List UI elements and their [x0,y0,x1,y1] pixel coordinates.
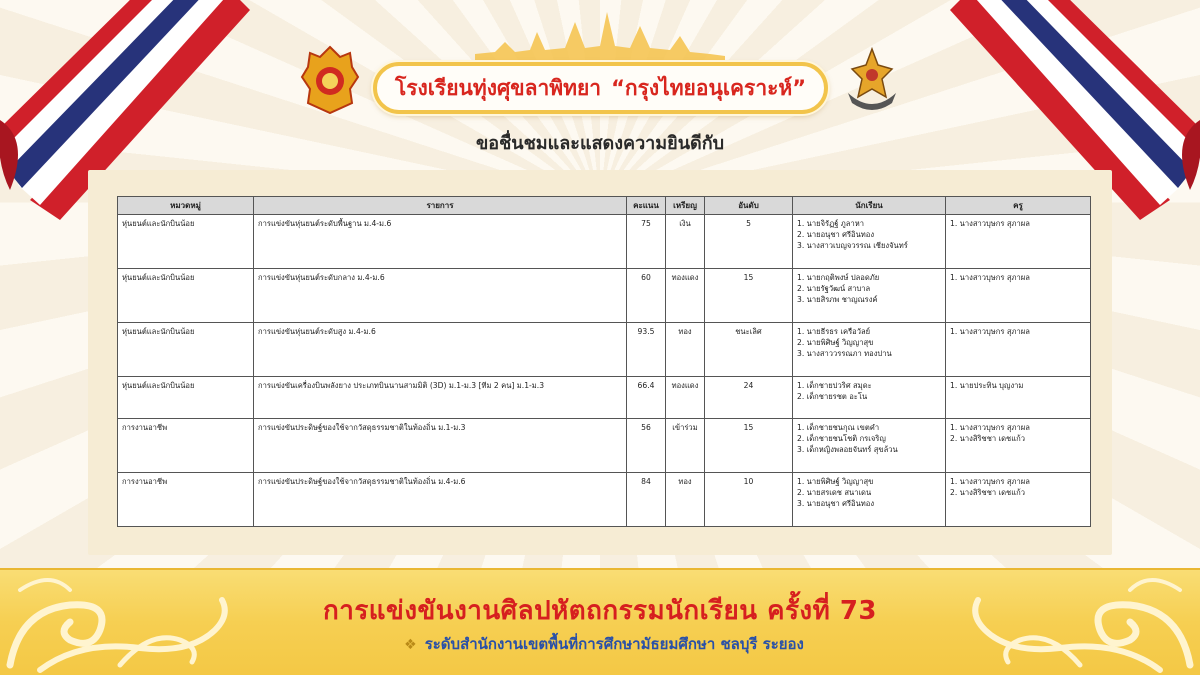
cell-score: 56 [627,419,666,473]
cell-medal: เข้าร่วม [666,419,705,473]
student-name: 2. นายอนุชา ศรีอินทอง [797,230,875,239]
cell-item: การแข่งขันประดิษฐ์ของใช้จากวัสดุธรรมชาติในท้องถิ่น ม.4-ม.6 [254,473,627,527]
teacher-name: 1. นางสาวบุษกร สุภาผล [950,327,1030,336]
cell-teachers [946,419,1091,473]
header-item: รายการ [254,197,627,215]
cell-score: 60 [627,269,666,323]
teacher-name: 1. นางสาวบุษกร สุภาผล [950,273,1030,282]
teacher-name: 1. นางสาวบุษกร สุภาผล [950,219,1030,228]
teacher-name: 2. นางสิริชชา เดชแก้ว [950,488,1025,497]
cell-teachers [946,377,1091,419]
cell-item: การแข่งขันหุ่นยนต์ระดับกลาง ม.4-ม.6 [254,269,627,323]
school-title-banner [373,62,828,114]
student-name: 1. เด็กชายชนกุณ เขตคำ [797,423,880,432]
student-name: 3. นางสาววรรณภา ทองปาน [797,349,892,358]
cell-category: การงานอาชีพ [118,419,254,473]
student-name: 3. นายอนุชา ศรีอินทอง [797,499,875,508]
cell-item: การแข่งขันหุ่นยนต์ระดับพื้นฐาน ม.4-ม.6 [254,215,627,269]
school-name: โรงเรียนทุ่งศุขลาพิทยา [394,75,602,100]
table-header-row [118,197,1091,215]
student-name: 2. นายรัฐวัฒน์ สาบาล [797,284,871,293]
cell-students [793,419,946,473]
table-row [118,269,1091,323]
cell-item: การแข่งขันประดิษฐ์ของใช้จากวัสดุธรรมชาติในท้องถิ่น ม.1-ม.3 [254,419,627,473]
cell-score: 66.4 [627,377,666,419]
results-table-container [117,196,1090,526]
congratulations-subtitle: ขอชื่นชมและแสดงความยินดีกับ [475,133,725,154]
cell-medal: ทองแดง [666,269,705,323]
cell-medal: ทองแดง [666,377,705,419]
table-row [118,473,1091,527]
header-teachers: ครู [946,197,1091,215]
cell-medal: ทอง [666,323,705,377]
student-name: 1. เด็กชายปวริศ สมุดะ [797,381,872,390]
cell-category: หุ่นยนต์และนักบินน้อย [118,269,254,323]
cell-teachers [946,323,1091,377]
cell-rank: 15 [705,419,793,473]
cell-category: หุ่นยนต์และนักบินน้อย [118,377,254,419]
cell-item: การแข่งขันหุ่นยนต์ระดับสูง ม.4-ม.6 [254,323,627,377]
cell-teachers [946,269,1091,323]
competition-title: การแข่งขันงานศิลปหัตถกรรมนักเรียน ครั้งที่ 73 [322,596,878,626]
cell-medal: ทอง [666,473,705,527]
cell-rank: 24 [705,377,793,419]
competition-subtitle [0,632,1200,656]
teacher-name: 1. นางสาวบุษกร สุภาผล [950,423,1030,432]
cell-teachers [946,215,1091,269]
header-score: คะแนน [627,197,666,215]
cell-rank: ชนะเลิศ [705,323,793,377]
results-table [117,196,1091,527]
student-name: 1. นายธีรธร เครือวัลย์ [797,327,871,336]
student-name: 3. เด็กหญิงพลอยจันทร์ สุขล้วน [797,445,898,454]
cell-category: หุ่นยนต์และนักบินน้อย [118,215,254,269]
cell-score: 75 [627,215,666,269]
cell-category: หุ่นยนต์และนักบินน้อย [118,323,254,377]
flower-ornament-icon: ❖ [404,637,417,653]
teacher-name: 2. นางสิริชชา เดชแก้ว [950,434,1025,443]
cell-students [793,323,946,377]
table-row [118,215,1091,269]
cell-item: การแข่งขันเครื่องบินพลังยาง ประเภทบินนานสามมิติ (3D) ม.1-ม.3 [ทีม 2 คน] ม.1-ม.3 [254,377,627,419]
competition-region: ระดับสำนักงานเขตพื้นที่การศึกษามัธยมศึกษา ชลบุรี ระยอง [424,635,804,653]
student-name: 2. นายพิศิษฐ์ วิญญาสุข [797,338,874,347]
header-students: นักเรียน [793,197,946,215]
cell-rank: 15 [705,269,793,323]
teacher-name: 1. นายประทิน บุญงาม [950,381,1024,390]
cell-students [793,269,946,323]
student-name: 2. นายสรเดช สนาเดน [797,488,872,497]
student-name: 3. นายสิรภพ ชาญณรงค์ [797,295,878,304]
header-rank: อันดับ [705,197,793,215]
ministry-emblem-logo [842,45,902,115]
cell-score: 84 [627,473,666,527]
temple-silhouette-decoration [475,12,725,67]
student-name: 3. นางสาวเบญจวรรณ เชียงจันทร์ [797,241,908,250]
cell-students [793,377,946,419]
cell-category: การงานอาชีพ [118,473,254,527]
table-row [118,323,1091,377]
student-name: 2. เด็กชายรชต อะโน [797,392,868,401]
cell-score: 93.5 [627,323,666,377]
school-emblem-logo [300,45,360,115]
table-row [118,377,1091,419]
cell-students [793,473,946,527]
cell-students [793,215,946,269]
cell-rank: 10 [705,473,793,527]
cell-teachers [946,473,1091,527]
school-tagline: “กรุงไทยอนุเคราะห์” [611,75,807,100]
header-category: หมวดหมู่ [118,197,254,215]
cell-medal: เงิน [666,215,705,269]
table-row [118,419,1091,473]
cell-rank: 5 [705,215,793,269]
student-name: 2. เด็กชายชนโชติ กรเจริญ [797,434,886,443]
header-medal: เหรียญ [666,197,705,215]
student-name: 1. นายจิรัฏฐ์ ภูลาหา [797,219,864,228]
student-name: 1. นายกฤติพงษ์ ปลอดภัย [797,273,880,282]
teacher-name: 1. นางสาวบุษกร สุภาผล [950,477,1030,486]
student-name: 1. นายพิศิษฐ์ วิญญาสุข [797,477,874,486]
